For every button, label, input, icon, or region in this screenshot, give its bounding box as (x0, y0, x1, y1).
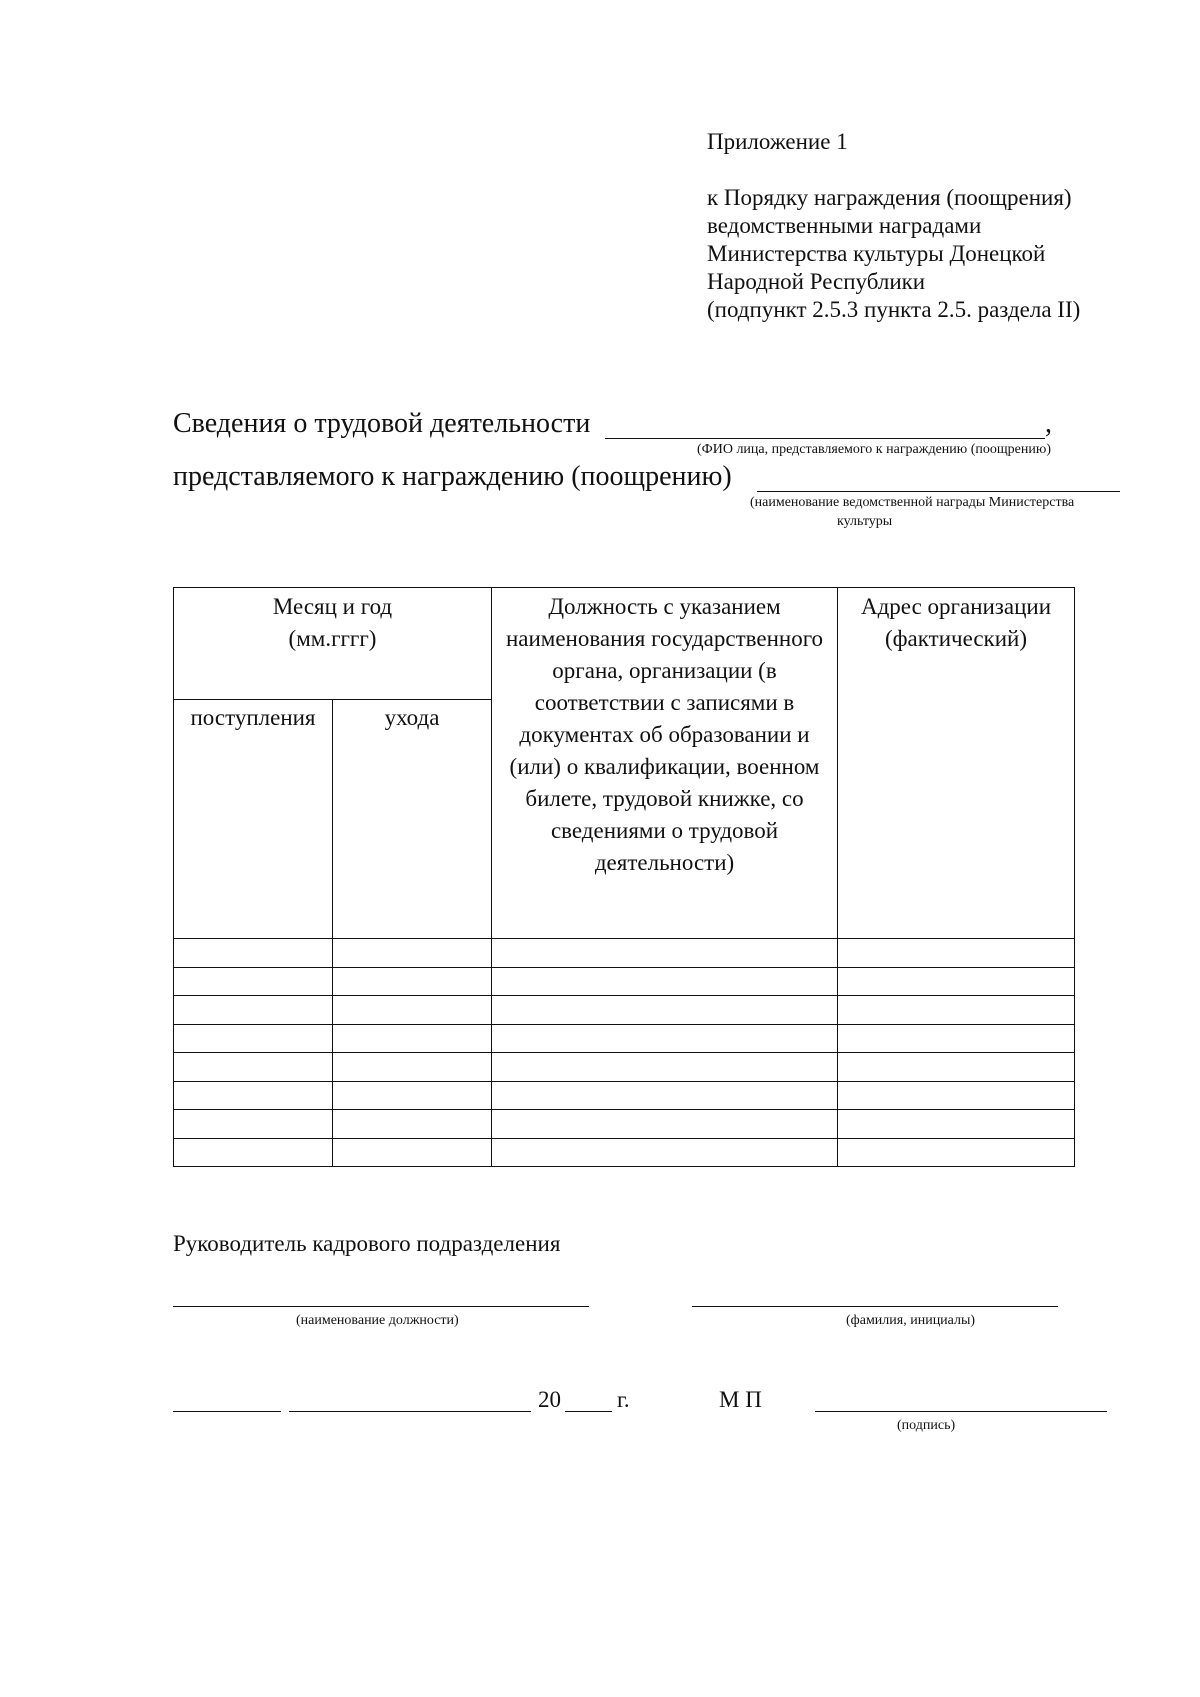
heading-comma: , (1045, 408, 1052, 439)
signature-hint: (подпись) (897, 1418, 956, 1433)
address-cell[interactable] (838, 967, 1075, 996)
signature-blank-line[interactable] (815, 1411, 1107, 1412)
name-blank-line[interactable] (692, 1306, 1058, 1307)
position-cell[interactable] (492, 1110, 838, 1139)
start-cell[interactable] (174, 1081, 333, 1110)
employment-table (173, 587, 1075, 1167)
position-cell[interactable] (492, 1081, 838, 1110)
start-cell[interactable] (174, 996, 333, 1025)
address-cell[interactable] (838, 1024, 1075, 1053)
position-header: Должность с указанием наименования государственного органа, организации (в соответствии с записями в документах об образовании и (или) о квалификации, военном билете, трудовой книжке, со сведениями о трудовой деятельности) (492, 588, 838, 939)
year-suffix: г. (617, 1387, 630, 1412)
position-cell[interactable] (492, 1138, 838, 1167)
heading-line-2: представляемого к награждению (поощрению) (173, 461, 732, 492)
table-row (174, 1138, 1075, 1167)
end-cell[interactable] (333, 996, 492, 1025)
table-row (174, 1024, 1075, 1053)
address-cell[interactable] (838, 1110, 1075, 1139)
end-cell[interactable] (333, 1024, 492, 1053)
appendix-line: Народной Республики (707, 269, 926, 294)
end-cell[interactable] (333, 967, 492, 996)
date-day-line[interactable] (173, 1411, 281, 1412)
table-row (174, 1110, 1075, 1139)
start-cell[interactable] (174, 1110, 333, 1139)
date-year-line[interactable] (565, 1411, 612, 1412)
position-cell[interactable] (492, 1024, 838, 1053)
position-blank-line[interactable] (173, 1306, 589, 1307)
address-cell[interactable] (838, 939, 1075, 968)
start-cell[interactable] (174, 1053, 333, 1082)
heading-line-1: Сведения о трудовой деятельности (173, 408, 591, 439)
end-cell[interactable] (333, 939, 492, 968)
position-hint: (наименование должности) (296, 1313, 459, 1328)
award-hint-a: (наименование ведомственной награды Министерства (750, 495, 1075, 510)
name-hint: (фамилия, инициалы) (846, 1313, 976, 1328)
table-row (174, 996, 1075, 1025)
appendix-line: (подпункт 2.5.3 пункта 2.5. раздела II) (707, 297, 1081, 322)
address-header: Адрес организации (фактический) (838, 588, 1075, 939)
position-cell[interactable] (492, 967, 838, 996)
start-cell[interactable] (174, 939, 333, 968)
month-year-header: Месяц и год (мм.гггг) (174, 588, 492, 700)
position-cell[interactable] (492, 996, 838, 1025)
start-cell[interactable] (174, 1024, 333, 1053)
address-cell[interactable] (838, 1138, 1075, 1167)
appendix-line: к Порядку награждения (поощрения) (707, 185, 1072, 210)
address-cell[interactable] (838, 1081, 1075, 1110)
end-header: ухода (333, 700, 492, 939)
address-cell[interactable] (838, 1053, 1075, 1082)
address-cell[interactable] (838, 996, 1075, 1025)
fio-blank-line[interactable] (605, 438, 1045, 439)
position-cell[interactable] (492, 939, 838, 968)
date-month-line[interactable] (289, 1411, 531, 1412)
table-header-row (174, 588, 1075, 700)
table-row (174, 939, 1075, 968)
appendix-title: Приложение 1 (707, 129, 848, 154)
position-cell[interactable] (492, 1053, 838, 1082)
start-header: поступления (174, 700, 333, 939)
table-row (174, 967, 1075, 996)
start-cell[interactable] (174, 967, 333, 996)
appendix-line: ведомственными наградами (707, 213, 982, 238)
table-row (174, 1053, 1075, 1082)
stamp-label: М П (719, 1387, 762, 1412)
end-cell[interactable] (333, 1138, 492, 1167)
end-cell[interactable] (333, 1053, 492, 1082)
fio-hint: (ФИО лица, представляемого к награждению (поощрению) (697, 442, 1051, 457)
head-title: Руководитель кадрового подразделения (173, 1231, 561, 1256)
year-prefix: 20 (538, 1387, 561, 1412)
table-row (174, 1081, 1075, 1110)
appendix-line: Министерства культуры Донецкой (707, 241, 1046, 266)
end-cell[interactable] (333, 1081, 492, 1110)
start-cell[interactable] (174, 1138, 333, 1167)
end-cell[interactable] (333, 1110, 492, 1139)
award-hint-b: культуры (837, 514, 893, 529)
appendix-block (707, 128, 1080, 324)
award-blank-line[interactable] (757, 491, 1120, 492)
